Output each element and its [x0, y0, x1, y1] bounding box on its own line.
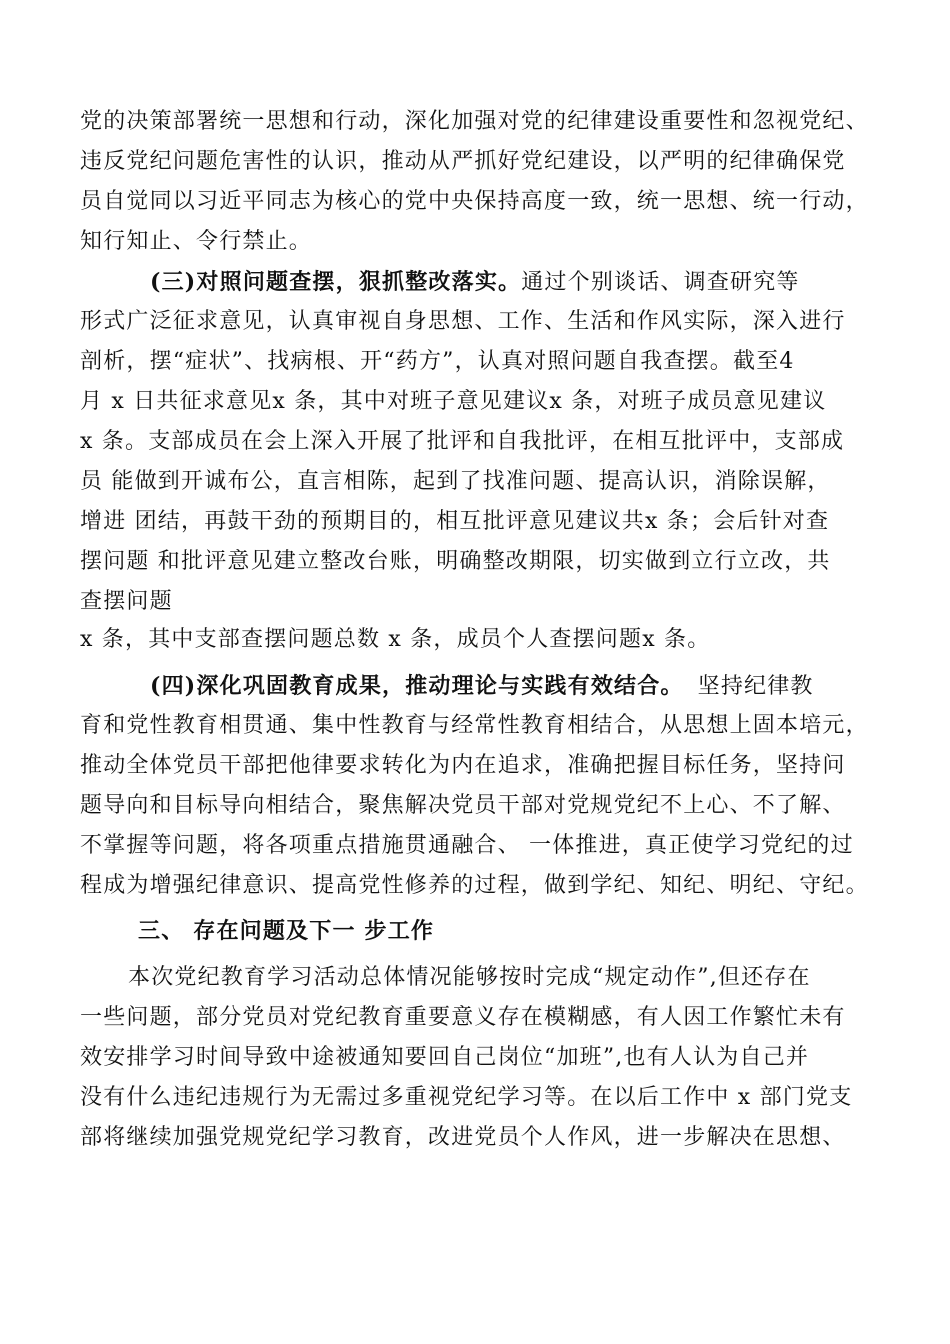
- paragraph-line: 部将继续加强党规党纪学习教育，改进党员个人作风，进一步解决在思想、: [80, 1125, 846, 1150]
- paragraph-line: 效安排学习时间导致中途被通知要回自己岗位“加班”,也有人认为自己并: [80, 1045, 810, 1070]
- paragraph-line: 题导向和目标导向相结合，聚焦解决党员干部对党规党纪不上心、不了解、: [80, 793, 846, 818]
- paragraph-line: 月 x 日共征求意见x 条，其中对班子意见建议x 条，对班子成员意见建议: [80, 389, 827, 414]
- paragraph-line: 推动全体党员干部把他律要求转化为内在追求，准确把握目标任务，坚持问: [80, 753, 846, 778]
- paragraph-line: 形式广泛征求意见，认真审视自身思想、工作、生活和作风实际，深入进行: [80, 309, 846, 334]
- paragraph-line: 查摆问题: [80, 589, 173, 614]
- section-4-heading: (四)深化巩固教育成果，推动理论与实践有效结合。: [150, 673, 684, 699]
- section-3-heading: (三)对照问题查摆，狠抓整改落实。: [150, 269, 522, 295]
- part-3-heading: 三、 存在问题及下一 步工作: [138, 919, 435, 944]
- section-4-first-line: [150, 666, 910, 706]
- paragraph-line: 违反党纪问题危害性的认识，推动从严抓好党纪建设，以严明的纪律确保党: [80, 149, 846, 174]
- paragraph-line: x 条。支部成员在会上深入开展了批评和自我批评，在相互批评中，支部成: [80, 429, 845, 454]
- paragraph-line: 增进 团结，再鼓干劲的预期目的，相互批评意见建议共x 条；会后针对查: [80, 509, 830, 534]
- paragraph-line: 没有什么违纪违规行为无需过多重视党纪学习等。在以后工作中 x 部门党支: [80, 1085, 853, 1110]
- section-4-lead: 坚持纪律教: [697, 674, 814, 699]
- paragraph-line: 员 能做到开诚布公，直言相陈，起到了找准问题、提高认识，消除误解，: [80, 469, 831, 494]
- paragraph-line: 本次党纪教育学习活动总体情况能够按时完成“规定动作”,但还存在: [128, 965, 811, 990]
- paragraph-line: 员自觉同以习近平同志为核心的党中央保持高度一致，统一思想、统一行动，: [80, 189, 869, 214]
- paragraph-line: 不掌握等问题，将各项重点措施贯通融合、 一体推进，真正使学习党纪的过: [80, 833, 854, 858]
- paragraph-line: x 条，其中支部查摆问题总数 x 条，成员个人查摆问题x 条。: [80, 627, 711, 652]
- paragraph-line: 摆问题 和批评意见建立整改台账，明确整改期限，切实做到立行立改，共: [80, 549, 831, 574]
- paragraph-line: 一些问题，部分党员对党纪教育重要意义存在模糊感，有人因工作繁忙未有: [80, 1005, 846, 1030]
- paragraph-line: 知行知止、令行禁止。: [80, 229, 313, 254]
- paragraph-line: 党的决策部署统一思想和行动，深化加强对党的纪律建设重要性和忽视党纪、: [80, 109, 869, 134]
- paragraph-line: 剖析，摆“症状”、找病根、开“药方”，认真对照问题自我查摆。截至4: [80, 349, 795, 374]
- section-3-first-line: [150, 262, 910, 302]
- section-3-lead: 通过个别谈话、调查研究等: [521, 270, 800, 295]
- paragraph-line: 程成为增强纪律意识、提高党性修养的过程，做到学纪、知纪、明纪、守纪。: [80, 873, 869, 898]
- paragraph-line: 育和党性教育相贯通、集中性教育与经常性教育相结合，从思想上固本培元，: [80, 713, 869, 738]
